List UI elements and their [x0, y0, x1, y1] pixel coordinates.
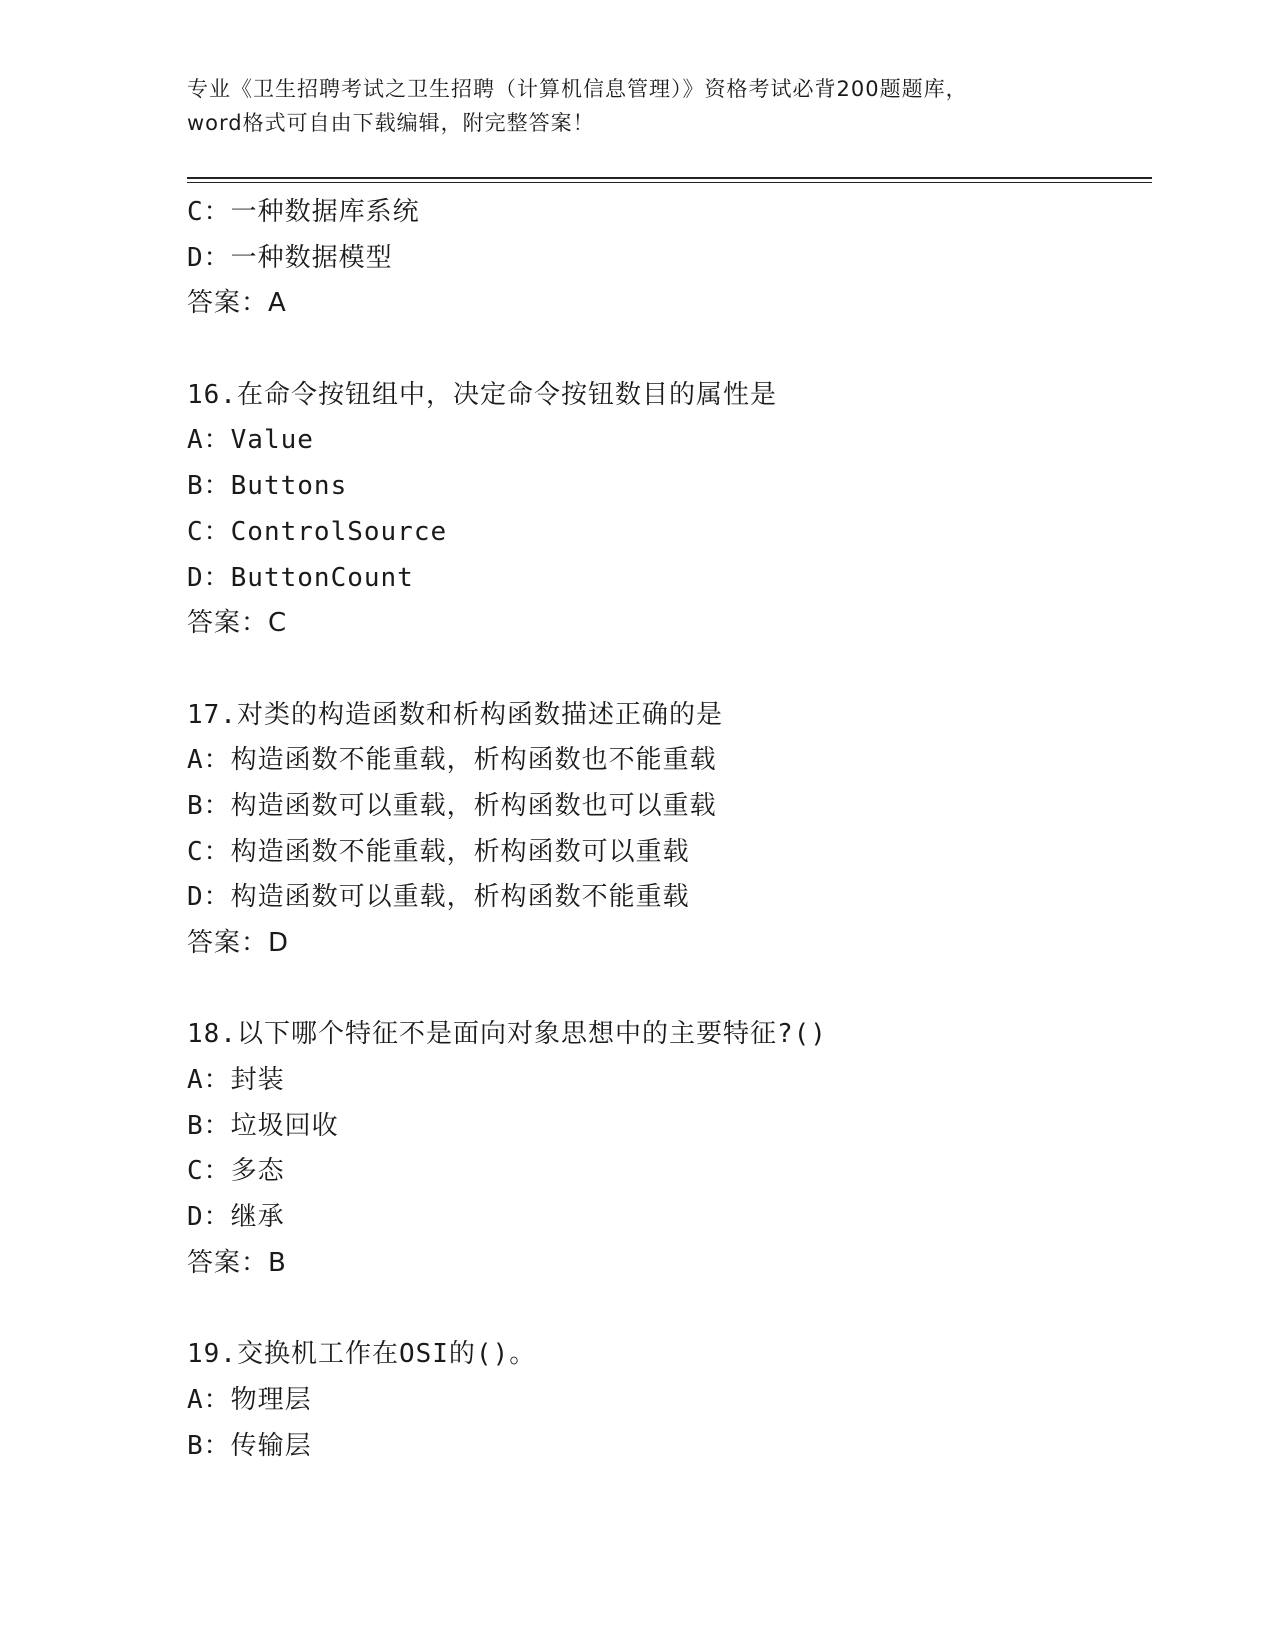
header-line-2: word格式可自由下载编辑，附完整答案！: [187, 111, 595, 135]
spacer: [187, 1287, 1147, 1333]
question-text: 19.交换机工作在OSI的()。: [187, 1339, 537, 1370]
answer-line: 答案：D: [187, 928, 290, 958]
question-block-17: [187, 693, 1147, 967]
option-a: A：物理层: [187, 1384, 312, 1415]
question-block-18: [187, 1012, 1147, 1286]
option-c: C：ControlSource: [187, 516, 448, 547]
option-d: D：继承: [187, 1202, 285, 1233]
spacer: [187, 967, 1147, 1013]
document-header: [187, 72, 1087, 140]
option-d: D：一种数据模型: [187, 242, 393, 273]
option-b: B：传输层: [187, 1430, 312, 1461]
question-block-prev: [187, 190, 1147, 327]
option-a: A：Value: [187, 425, 314, 456]
question-list: [187, 190, 1147, 1469]
spacer: [187, 647, 1147, 693]
question-text: 18.以下哪个特征不是面向对象思想中的主要特征?(): [187, 1019, 827, 1050]
question-text: 17.对类的构造函数和析构函数描述正确的是: [187, 699, 723, 730]
header-divider: [187, 177, 1152, 183]
option-a: A：构造函数不能重载，析构函数也不能重载: [187, 745, 717, 776]
spacer: [187, 327, 1147, 373]
question-block-16: [187, 373, 1147, 647]
question-block-19: [187, 1332, 1147, 1469]
answer-line: 答案：C: [187, 608, 288, 639]
option-d: D：ButtonCount: [187, 562, 414, 593]
option-c: C：多态: [187, 1156, 285, 1187]
answer-line: 答案：A: [187, 288, 287, 319]
option-c: C：构造函数不能重载，析构函数可以重载: [187, 836, 690, 867]
option-b: B：垃圾回收: [187, 1110, 339, 1141]
option-a: A：封装: [187, 1065, 285, 1096]
header-line-1: 专业《卫生招聘考试之卫生招聘（计算机信息管理）》资格考试必背200题题库，: [187, 77, 968, 101]
option-b: B：Buttons: [187, 471, 348, 502]
option-b: B：构造函数可以重载，析构函数也可以重载: [187, 790, 717, 821]
question-text: 16.在命令按钮组中，决定命令按钮数目的属性是: [187, 379, 777, 410]
answer-line: 答案：B: [187, 1247, 287, 1278]
option-d: D：构造函数可以重载，析构函数不能重载: [187, 882, 690, 913]
option-c: C：一种数据库系统: [187, 197, 420, 227]
